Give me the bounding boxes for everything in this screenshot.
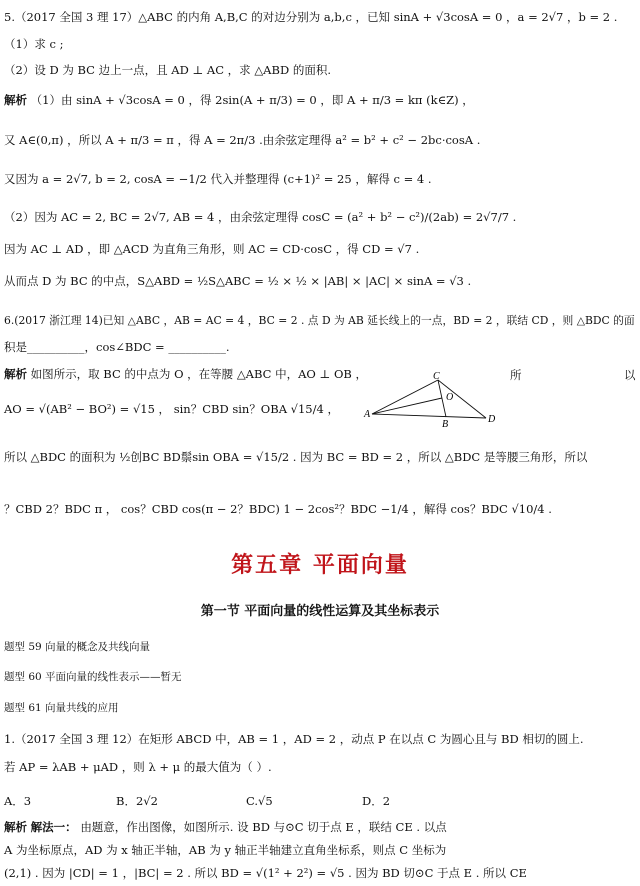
solution-text: 由题意，作出图像，如图所示. 设 BD 与⊙C 切于点 E ，联结 CE . 以点	[80, 820, 447, 834]
problem6-solution-3: 所以 △BDC 的面积为 ½创BC BD鬃sin OBA = √15/2 . 因为 BC = BD = 2 ，所以 △BDC 是等腰三角形，所以	[4, 450, 588, 464]
problem6-solution-4: ？CBD 2？BDC π ， cos？CBD cos(π − 2？BDC) 1 − 2cos²？BDC −1/4 ，解得 cos？BDC √10/4 .	[4, 502, 552, 516]
problem5-solution-3: 又因为 a = 2√7, b = 2, cosA = −1/2 代入并整理得 (c+1)² = 25 ，解得 c = 4 .	[4, 172, 432, 186]
problem5-q1: （1）求 c ;	[4, 37, 64, 51]
problem1-stem: 1.（2017 全国 3 理 12）在矩形 ABCD 中，AB = 1 ，AD = 2 ，动点 P 在以点 C 为圆心且与 BD 相切的圆上.	[4, 732, 584, 746]
problem5-stem: 5.（2017 全国 3 理 17）△ABC 的内角 A,B,C 的对边分别为 a,b,c ，已知 sinA + √3cosA = 0 ，a = 2√7 ，b = 2 .	[4, 10, 618, 24]
option-b: B．2√2	[116, 794, 158, 808]
solution-label: 解析	[4, 367, 27, 381]
problem1-solution-2: A 为坐标原点，AD 为 x 轴正半轴，AB 为 y 轴正半轴建立直角坐标系，则点 C 坐标为	[4, 843, 447, 857]
problem6-solution-1	[4, 367, 367, 383]
chapter-title: 第五章 平面向量	[231, 552, 409, 578]
solution-text: （1）由 sinA + √3cosA = 0 ，得 2sin(A + π/3) = 0 ，即 A + π/3 = kπ (k∈Z) ，	[30, 93, 474, 107]
solution-text: 如图所示，取 BC 的中点为 O ，在等腰 △ABC 中，AO ⊥ OB ，	[30, 367, 367, 381]
problem6-solution-2: AO = √(AB² − BO²) = √15 ， sin？CBD sin？OBA √15/4 ，	[4, 402, 339, 416]
figure-label-c: C	[433, 372, 440, 382]
figure-label-d: D	[488, 414, 496, 425]
option-a: A．3	[4, 794, 32, 808]
figure-label-a: A	[364, 409, 371, 420]
section-title: 第一节 平面向量的线性运算及其坐标表示	[200, 604, 440, 619]
problem5-solution-4: （2）因为 AC = 2, BC = 2√7, AB = 4 ，由余弦定理得 cosC = (a² + b² − c²)/(2ab) = 2√7/7 .	[4, 210, 517, 224]
problem1-stem-2: 若 AP = λAB + μAD ，则 λ + μ 的最大值为（ ）.	[4, 760, 272, 774]
option-c: C.√5	[246, 794, 273, 808]
problem1-solution-3: (2,1) . 因为 |CD| = 1 ，|BC| = 2 . 所以 BD = √(1² + 2²) = √5 . 因为 BD 切⊙C 于点 E . 所以 CE	[4, 866, 527, 880]
option-d: D．2	[362, 794, 391, 808]
figure-label-b: B	[442, 419, 449, 430]
problem5-solution-2: 又 A∈(0,π) ，所以 A + π/3 = π ，得 A = 2π/3 .由余弦定理得 a² = b² + c² − 2bc·cosA .	[4, 133, 481, 147]
type-item: 题型 59 向量的概念及共线向量	[4, 641, 151, 653]
problem5-q2: （2）设 D 为 BC 边上一点，且 AD ⊥ AC ，求 △ABD 的面积.	[4, 63, 331, 77]
problem6-right-word-b: 以	[624, 368, 636, 382]
problem5-solution-5: 因为 AC ⊥ AD ，即 △ACD 为直角三角形，则 AC = CD·cosC ，得 CD = √7 .	[4, 242, 420, 256]
triangle-figure	[362, 372, 502, 430]
problem6-right-word-a: 所	[510, 368, 522, 382]
method-label: 解法一：	[30, 820, 77, 834]
problem6-stem-2: 积是__________，cos∠BDC = __________.	[4, 340, 230, 354]
problem5-solution-1	[4, 93, 634, 109]
problem5-solution-6: 从而点 D 为 BC 的中点，S△ABD = ½S△ABC = ½ × ½ × |AB| × |AC| × sinA = √3 .	[4, 274, 472, 288]
type-item: 题型 60 平面向量的线性表示——暂无	[4, 671, 182, 683]
problem1-solution-1	[4, 820, 634, 836]
problem6-stem: 6.(2017 浙江理 14)已知 △ABC ，AB = AC = 4 ，BC = 2 . 点 D 为 AB 延长线上的一点，BD = 2 ，联结 CD ，则 △BDC 的面	[4, 314, 635, 327]
type-item: 题型 61 向量共线的应用	[4, 702, 119, 714]
solution-label: 解析	[4, 820, 27, 834]
figure-label-o: O	[446, 392, 454, 403]
solution-label: 解析	[4, 93, 27, 107]
